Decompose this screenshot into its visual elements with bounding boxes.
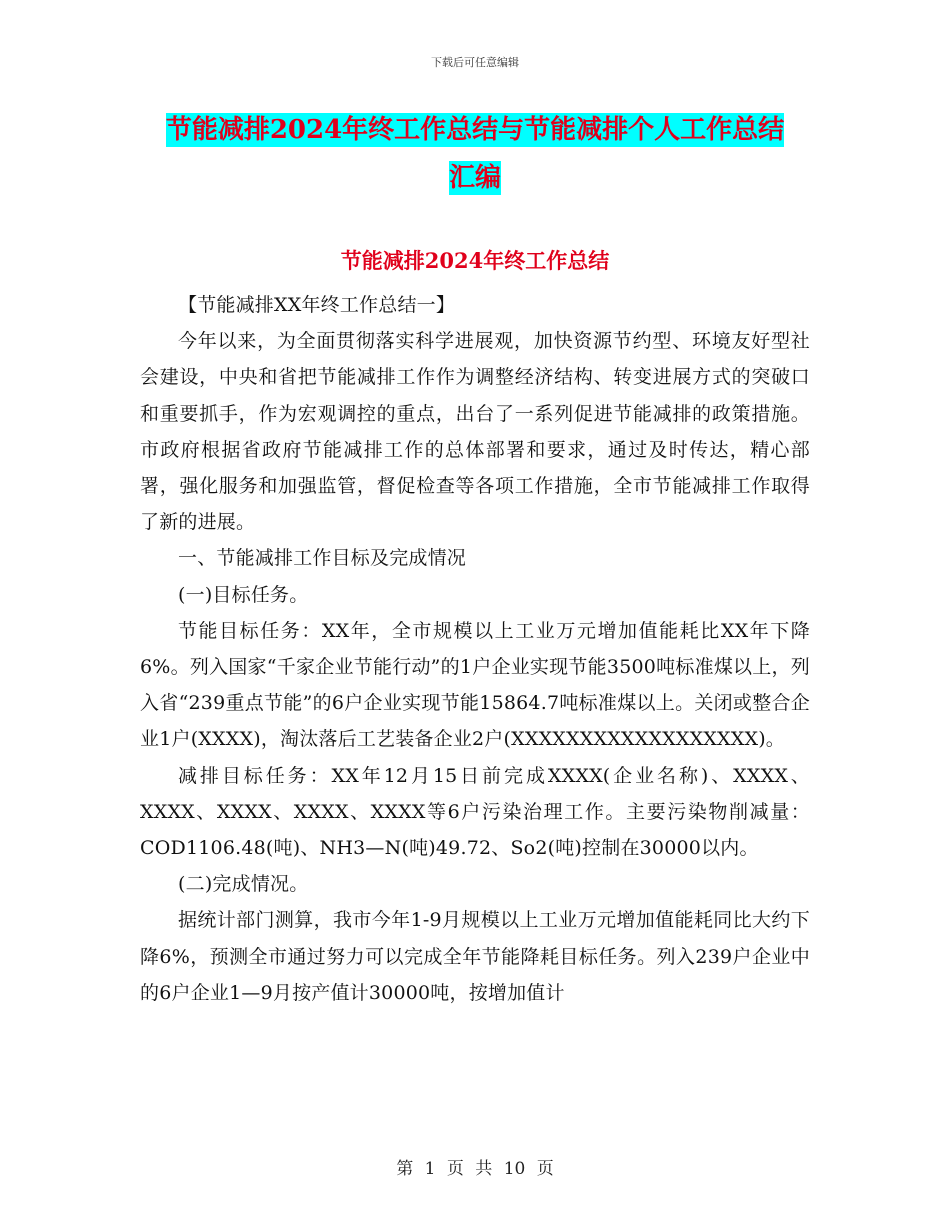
title-line-1: 节能减排2024年终工作总结与节能减排个人工作总结 bbox=[165, 115, 785, 145]
paragraph: 一、节能减排工作目标及完成情况 bbox=[178, 547, 467, 570]
paragraph: 减排目标任务：XX年12月15日前完成XXXX(企业名称)、XXXX、XXXX、XXXX、XXXX、XXXX等6户污染治理工作。主要污染物削减量：COD1106.48(吨)、NH3—N(吨)49.72、So2(吨)控制在30000以内。 bbox=[140, 764, 810, 860]
paragraph: 据统计部门测算，我市今年1-9月规模以上工业万元增加值能耗同比大约下降6%，预测全市通过努力可以完成全年节能降耗目标任务。列入239户企业中的6户企业1—9月按产值计30000吨，按增加值计 bbox=[140, 909, 810, 1004]
section-title: 节能减排2024年终工作总结 bbox=[340, 248, 610, 273]
paragraph: (一)目标任务。 bbox=[178, 583, 309, 606]
document-body bbox=[140, 287, 810, 1011]
title-line-2: 汇编 bbox=[448, 163, 501, 193]
page-footer: 第 1 页 共 10 页 bbox=[396, 1159, 554, 1179]
header-note: 下载后可任意编辑 bbox=[431, 56, 519, 69]
paragraph: (二)完成情况。 bbox=[178, 873, 309, 896]
paragraph: 今年以来，为全面贯彻落实科学进展观，加快资源节约型、环境友好型社会建设，中央和省把节能减排工作作为调整经济结构、转变进展方式的突破口和重要抓手，作为宏观调控的重点，出台了一系列促进节能减排的政策措施。市政府根据省政府节能减排工作的总体部署和要求，通过及时传达，精心部署，强化服务和加强监管，督促检查等各项工作措施，全市节能减排工作取得了新的进展。 bbox=[140, 330, 810, 534]
paragraph: 节能目标任务：XX年，全市规模以上工业万元增加值能耗比XX年下降6%。列入国家“千家企业节能行动”的1户企业实现节能3500吨标准煤以上，列入省“239重点节能”的6户企业实现节能15864.7吨标准煤以上。关闭或整合企业1户(XXXX)，淘汰落后工艺装备企业2户(XXXXXXXXXXXXXXXXXX)。 bbox=[140, 619, 810, 751]
document-title bbox=[140, 106, 810, 202]
paragraph: 【节能减排XX年终工作总结一】 bbox=[178, 294, 456, 316]
